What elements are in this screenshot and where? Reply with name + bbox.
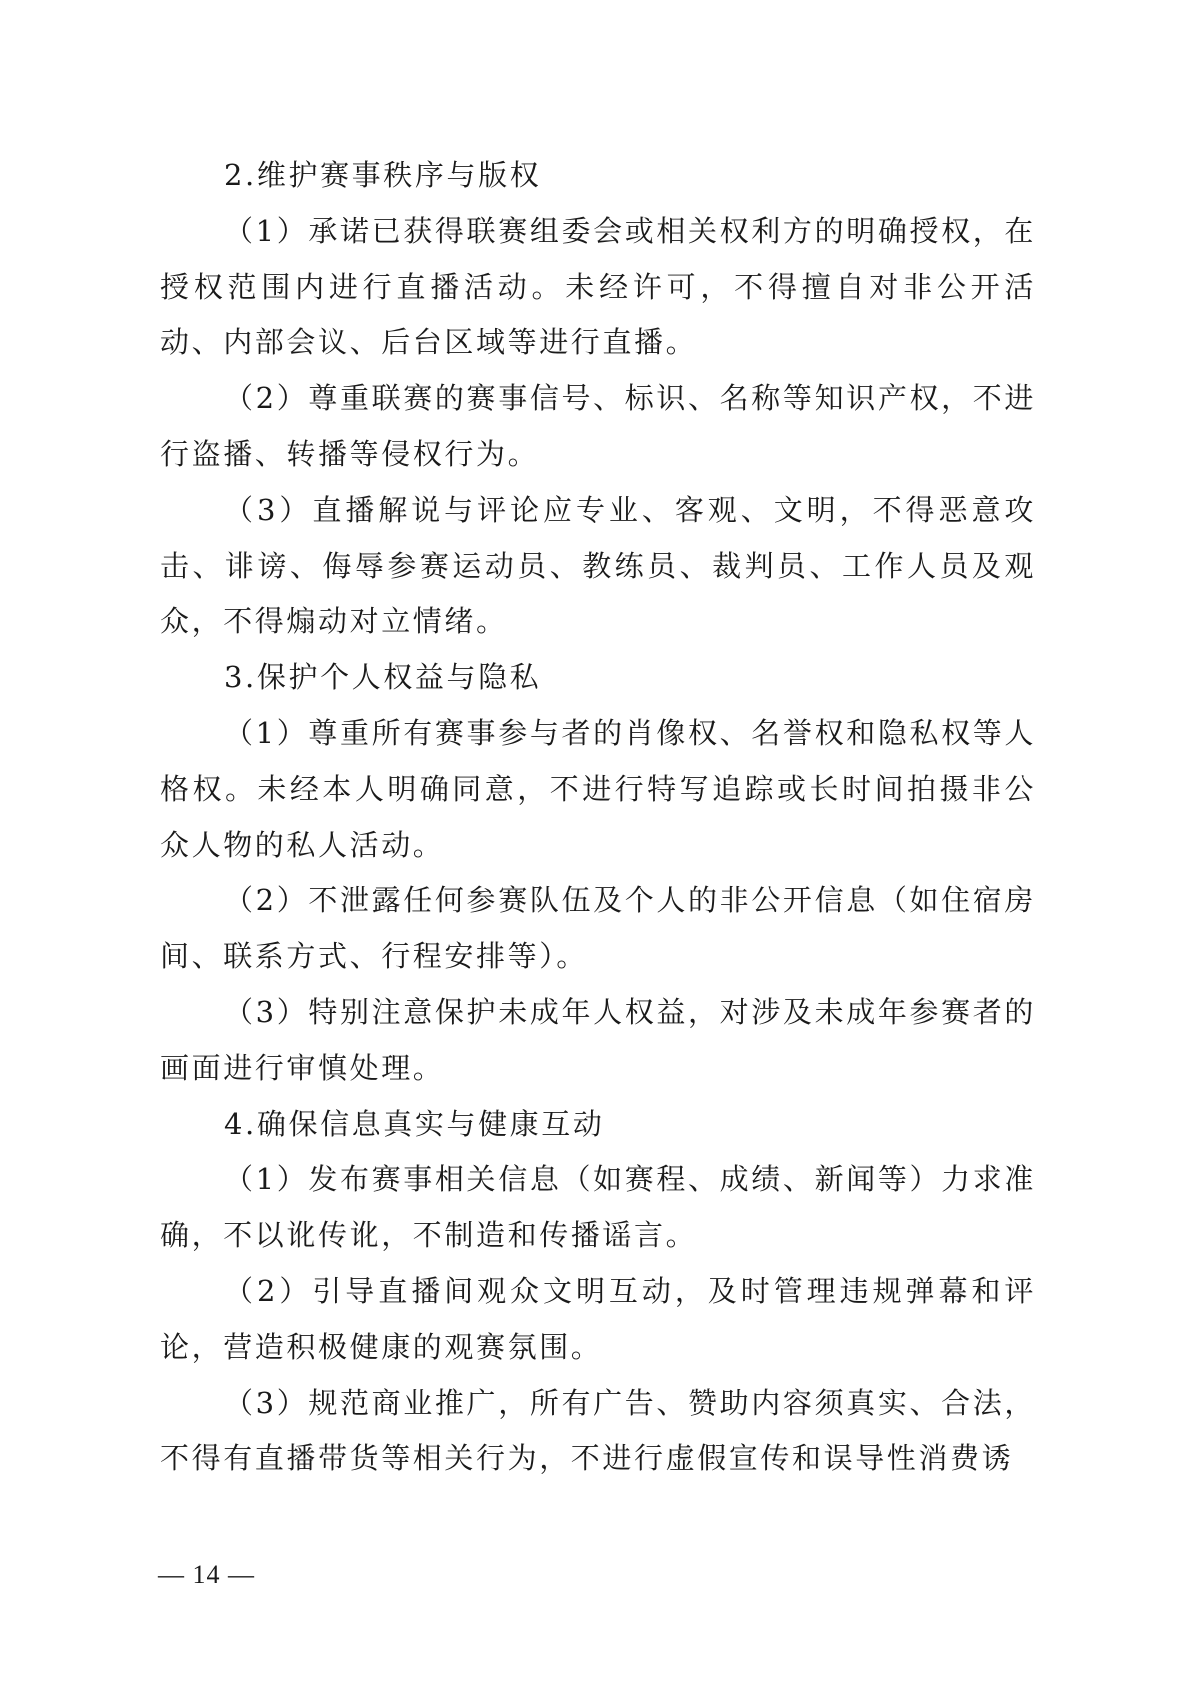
section-heading: 3.保护个人权益与隐私 bbox=[224, 660, 542, 695]
body-paragraph: （3）特别注意保护未成年人权益，对涉及未成年参赛者的画面进行审慎处理。 bbox=[160, 994, 1036, 1085]
body-paragraph: （1）发布赛事相关信息（如赛程、成绩、新闻等）力求准确，不以讹传讹，不制造和传播谣言。 bbox=[160, 1162, 1036, 1253]
page-number: — 14 — bbox=[158, 1560, 255, 1589]
document-body bbox=[160, 148, 1036, 1487]
body-paragraph: （2）尊重联赛的赛事信号、标识、名称等知识产权，不进行盗播、转播等侵权行为。 bbox=[160, 381, 1036, 471]
body-paragraph: （3）规范商业推广，所有广告、赞助内容须真实、合法，不得有直播带货等相关行为，不进行虚假宣传和误导性消费诱 bbox=[160, 1385, 1036, 1476]
body-paragraph: （3）直播解说与评论应专业、客观、文明，不得恶意攻击、诽谤、侮辱参赛运动员、教练员、裁判员、工作人员及观众，不得煽动对立情绪。 bbox=[160, 492, 1036, 639]
body-paragraph: （1）尊重所有赛事参与者的肖像权、名誉权和隐私权等人格权。未经本人明确同意，不进行特写追踪或长时间拍摄非公众人物的私人活动。 bbox=[160, 715, 1036, 862]
body-paragraph: （1）承诺已获得联赛组委会或相关权利方的明确授权，在授权范围内进行直播活动。未经许可，不得擅自对非公开活动、内部会议、后台区域等进行直播。 bbox=[160, 213, 1036, 360]
body-paragraph: （2）不泄露任何参赛队伍及个人的非公开信息（如住宿房间、联系方式、行程安排等）。 bbox=[160, 883, 1036, 974]
section-heading: 4.确保信息真实与健康互动 bbox=[224, 1106, 605, 1141]
section-heading: 2.维护赛事秩序与版权 bbox=[224, 158, 542, 192]
body-paragraph: （2）引导直播间观众文明互动，及时管理违规弹幕和评论，营造积极健康的观赛氛围。 bbox=[160, 1273, 1036, 1364]
